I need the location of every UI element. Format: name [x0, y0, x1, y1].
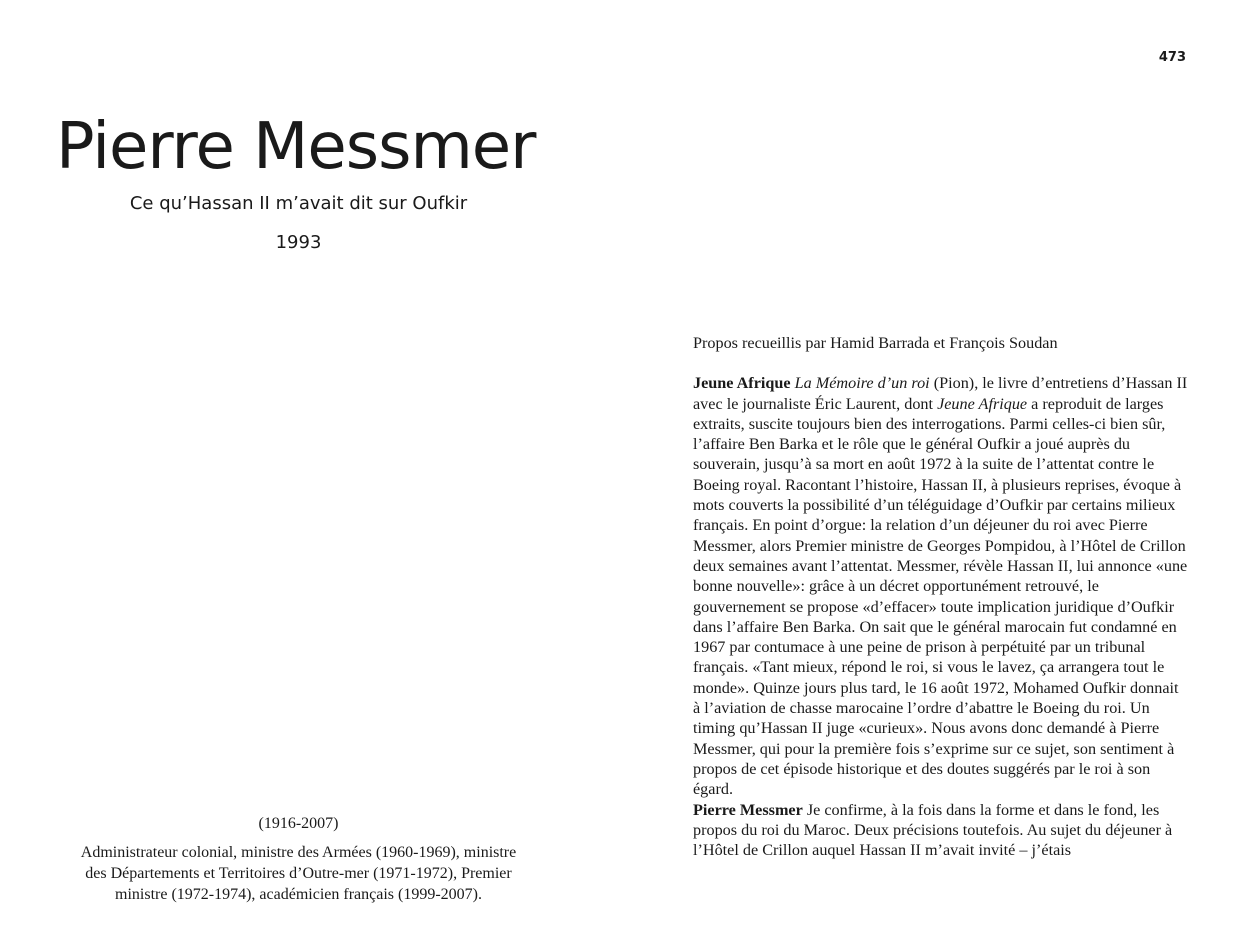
page-title: Pierre Messmer [56, 110, 536, 184]
speaker-pierre-messmer: Pierre Messmer [693, 800, 803, 819]
biography [56, 813, 541, 905]
question-paragraph [693, 373, 1189, 799]
interview-column [693, 333, 1189, 860]
magazine-name: Jeune Afrique [937, 394, 1028, 413]
answer-paragraph [693, 800, 1189, 861]
answer-text: Je confirme, à la fois dans la forme et dans le fond, les propos du roi du Maroc. Deux précisions toutefois. Au sujet du déjeuner à l’Hôtel de Crillon auquel Hassan II m’avait invité – j’étais [693, 800, 1173, 860]
book-title: La Mémoire d’un roi [794, 374, 930, 393]
bio-line-3: ministre (1972-1974), académicien français (1999-2007). [115, 886, 482, 903]
page-number: 473 [1158, 50, 1186, 65]
bio-line-1: Administrateur colonial, ministre des Armées (1960-1969), ministre [80, 844, 517, 861]
question-text-1: (Pion), le livre d’entretiens d’Hassan II avec le journaliste Éric Laurent, dont [693, 374, 1188, 413]
credit-line: Propos recueillis par Hamid Barrada et François Soudan [693, 334, 1058, 352]
bio-line-2: des Départements et Territoires d’Outre-mer (1971-1972), Premier [85, 865, 512, 882]
question-text-2: a reproduit de larges extraits, suscite toujours bien des interrogations. Parmi celles-ci bien sûr, l’affaire Ben Barka et le rôle que le général Oufkir a joué auprès du souverain, jusqu’à sa mort en août 1972 à la suite de l’attentat contre le Boeing royal. Racontant l’histoire, Hassan II, à plusieurs reprises, évoque à mots couverts la possibilité d’un téléguidage d’Oufkir par certains milieux français. En point d’orgue: la relation d’un déjeuner du roi avec Pierre Messmer, alors Premier ministre de Georges Pompidou, à l’Hôtel de Crillon deux semaines avant l’attentat. Messmer, révèle Hassan II, lui annonce «une bonne nouvelle»: grâce à un décret opportunément retrouvé, le gouvernement se propose «d’effacer» toute implication juridique d’Oufkir dans l’affaire Ben Barka. On sait que le général marocain fut condamné en 1967 par contumace à une peine de prison à perpétuité par un tribunal français. «Tant mieux, répond le roi, si vous le lavez, ça arrangera tout le monde». Quinze jours plus tard, le 16 août 1972, Mohamed Oufkir donnait à l’aviation de chasse marocaine l’ordre d’abattre le Boeing du roi. Un timing qu’Hassan II juge «curieux». Nous avons donc demandé à Pierre Messmer, qui pour la première fois s’exprime sur ce sujet, son sentiment à propos de cet épisode historique et des doutes suggérés par le roi à son égard. [693, 394, 1188, 799]
speaker-jeune-afrique: Jeune Afrique [693, 374, 791, 393]
subtitle: Ce qu’Hassan II m’avait dit sur Oufkir [129, 193, 468, 214]
bio-dates: (1916-2007) [258, 815, 339, 832]
year: 1993 [275, 232, 322, 253]
